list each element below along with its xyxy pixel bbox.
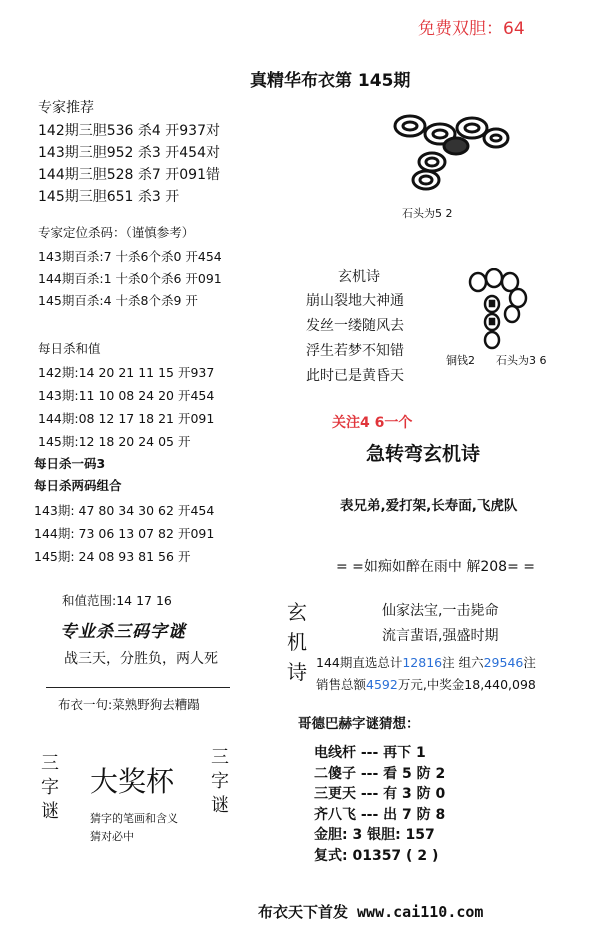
footer-site: 布衣天下首发 www.cai110.com bbox=[258, 903, 484, 921]
daily-sum-heading: 每日杀和值 bbox=[38, 341, 101, 356]
poem-line: 发丝一缕随风去 bbox=[306, 318, 404, 334]
sum-range: 和值范围:14 17 16 bbox=[62, 593, 172, 608]
positional-list bbox=[38, 246, 222, 312]
stones-top-caption: 石头为5 2 bbox=[402, 207, 453, 220]
expert-line: 143期三胆952 杀3 开454对 bbox=[38, 145, 220, 161]
positional-line: 144期百杀:1 十杀0个杀6 开091 bbox=[38, 271, 222, 286]
sales-text: 万元,中奖金18,440,098 bbox=[397, 677, 536, 692]
riddle-line: 战三天，分胜负，两人死 bbox=[64, 651, 218, 667]
xuanji-vertical bbox=[286, 597, 308, 687]
sales-text: 144期直选总计 bbox=[316, 655, 403, 670]
daily-one-code: 每日杀一码3 bbox=[34, 456, 106, 471]
left-riddle-label bbox=[40, 752, 62, 824]
poem-body bbox=[306, 289, 404, 389]
goldbach-line: 复式: 01357 ( 2 ) bbox=[314, 847, 439, 864]
daily-sum-line: 142期:14 20 21 11 15 开937 bbox=[38, 365, 215, 380]
sales-text: 注 bbox=[523, 655, 536, 670]
cousin-riddle: 表兄弟,爱打架,长寿面,飞虎队 bbox=[340, 498, 518, 514]
divider bbox=[46, 687, 230, 688]
rain-riddle: = =如痴如醉在雨中 解208= = bbox=[336, 559, 535, 575]
stones-illustration bbox=[388, 110, 518, 210]
poem-line: 浮生若梦不知错 bbox=[306, 343, 404, 359]
buyi-saying: 布衣一句:菜熟野狗去糟蹋 bbox=[58, 697, 200, 712]
pro-kill-title: 专业杀三码字谜 bbox=[60, 622, 186, 642]
expert-line: 144期三胆528 杀7 开091错 bbox=[38, 167, 220, 183]
magic-line: 流言蜚语,强盛时期 bbox=[382, 628, 499, 644]
sales-line-2 bbox=[316, 675, 536, 693]
sales-number: 29546 bbox=[483, 655, 524, 670]
expert-heading: 专家推荐 bbox=[38, 100, 94, 116]
daily-sum-list bbox=[38, 361, 214, 453]
daily-sum-line: 145期:12 18 20 24 05 开 bbox=[38, 434, 191, 449]
sales-text: 销售总额 bbox=[316, 677, 367, 692]
goldbach-heading: 哥德巴赫字谜猜想： bbox=[298, 716, 420, 732]
magic-line: 仙家法宝,一击毙命 bbox=[382, 603, 499, 619]
goldbach-line: 电线杆 --- 再下 1 bbox=[314, 745, 426, 761]
positional-line: 145期百杀:4 十杀8个杀9 开 bbox=[38, 293, 198, 308]
daily-two-line: 144期: 73 06 13 07 82 开091 bbox=[34, 526, 215, 541]
daily-sum-line: 143期:11 10 08 24 20 开454 bbox=[38, 388, 215, 403]
guess-note: 猜对必中 bbox=[90, 830, 134, 843]
left-riddle-text: 三字谜 bbox=[41, 753, 59, 822]
sales-line-1 bbox=[316, 653, 536, 671]
goldbach-line: 三更天 --- 有 3 防 0 bbox=[314, 786, 446, 802]
poem-line: 崩山裂地大神通 bbox=[306, 293, 404, 309]
stones-right-caption: 石头为3 6 bbox=[496, 354, 547, 367]
free-double-bile: 免费双胆：64 bbox=[418, 19, 525, 39]
positional-line: 143期百杀:7 十杀6个杀0 开454 bbox=[38, 249, 222, 264]
guess-notes bbox=[90, 810, 178, 846]
sales-number: 12816 bbox=[402, 655, 443, 670]
expert-line: 142期三胆536 杀4 开937对 bbox=[38, 123, 220, 139]
daily-two-line: 143期: 47 80 34 30 62 开454 bbox=[34, 503, 215, 518]
expert-line: 145期三胆651 杀3 开 bbox=[38, 189, 180, 205]
positional-heading: 专家定位杀码：（谨慎参考） bbox=[38, 225, 195, 240]
goldbach-line: 金胆: 3 银胆: 157 bbox=[314, 827, 435, 843]
sales-number: 4592 bbox=[366, 677, 398, 692]
daily-two-list bbox=[34, 499, 214, 568]
guess-note: 猜字的笔画和含义 bbox=[90, 812, 178, 825]
follow-note: 关注4 6一个 bbox=[332, 415, 413, 431]
goldbach-line: 齐八飞 --- 出 7 防 8 bbox=[314, 806, 446, 823]
right-riddle-label bbox=[210, 746, 232, 818]
coins-caption: 铜钱2 bbox=[446, 354, 475, 367]
xuanji-vertical-text: 玄机诗 bbox=[287, 600, 307, 684]
magic-lines bbox=[382, 599, 498, 649]
poem-heading: 玄机诗 bbox=[338, 269, 380, 285]
daily-two-heading: 每日杀两码组合 bbox=[34, 478, 122, 493]
daily-sum-line: 144期:08 12 17 18 21 开091 bbox=[38, 411, 215, 426]
goldbach-line: 二傻子 --- 看 5 防 2 bbox=[314, 765, 446, 782]
poem-line: 此时已是黄昏天 bbox=[306, 368, 404, 384]
sharp-turn-title: 急转弯玄机诗 bbox=[366, 443, 481, 465]
goldbach-list bbox=[314, 743, 445, 866]
expert-list bbox=[38, 120, 220, 208]
sales-text: 注 组六 bbox=[442, 655, 484, 670]
page-title: 真精华布衣第 145期 bbox=[250, 71, 411, 91]
big-prize: 大奖杯 bbox=[90, 765, 175, 798]
daily-two-line: 145期: 24 08 93 81 56 开 bbox=[34, 549, 191, 564]
coins-stones-illustration bbox=[462, 268, 542, 352]
right-riddle-text: 三字谜 bbox=[211, 747, 229, 816]
